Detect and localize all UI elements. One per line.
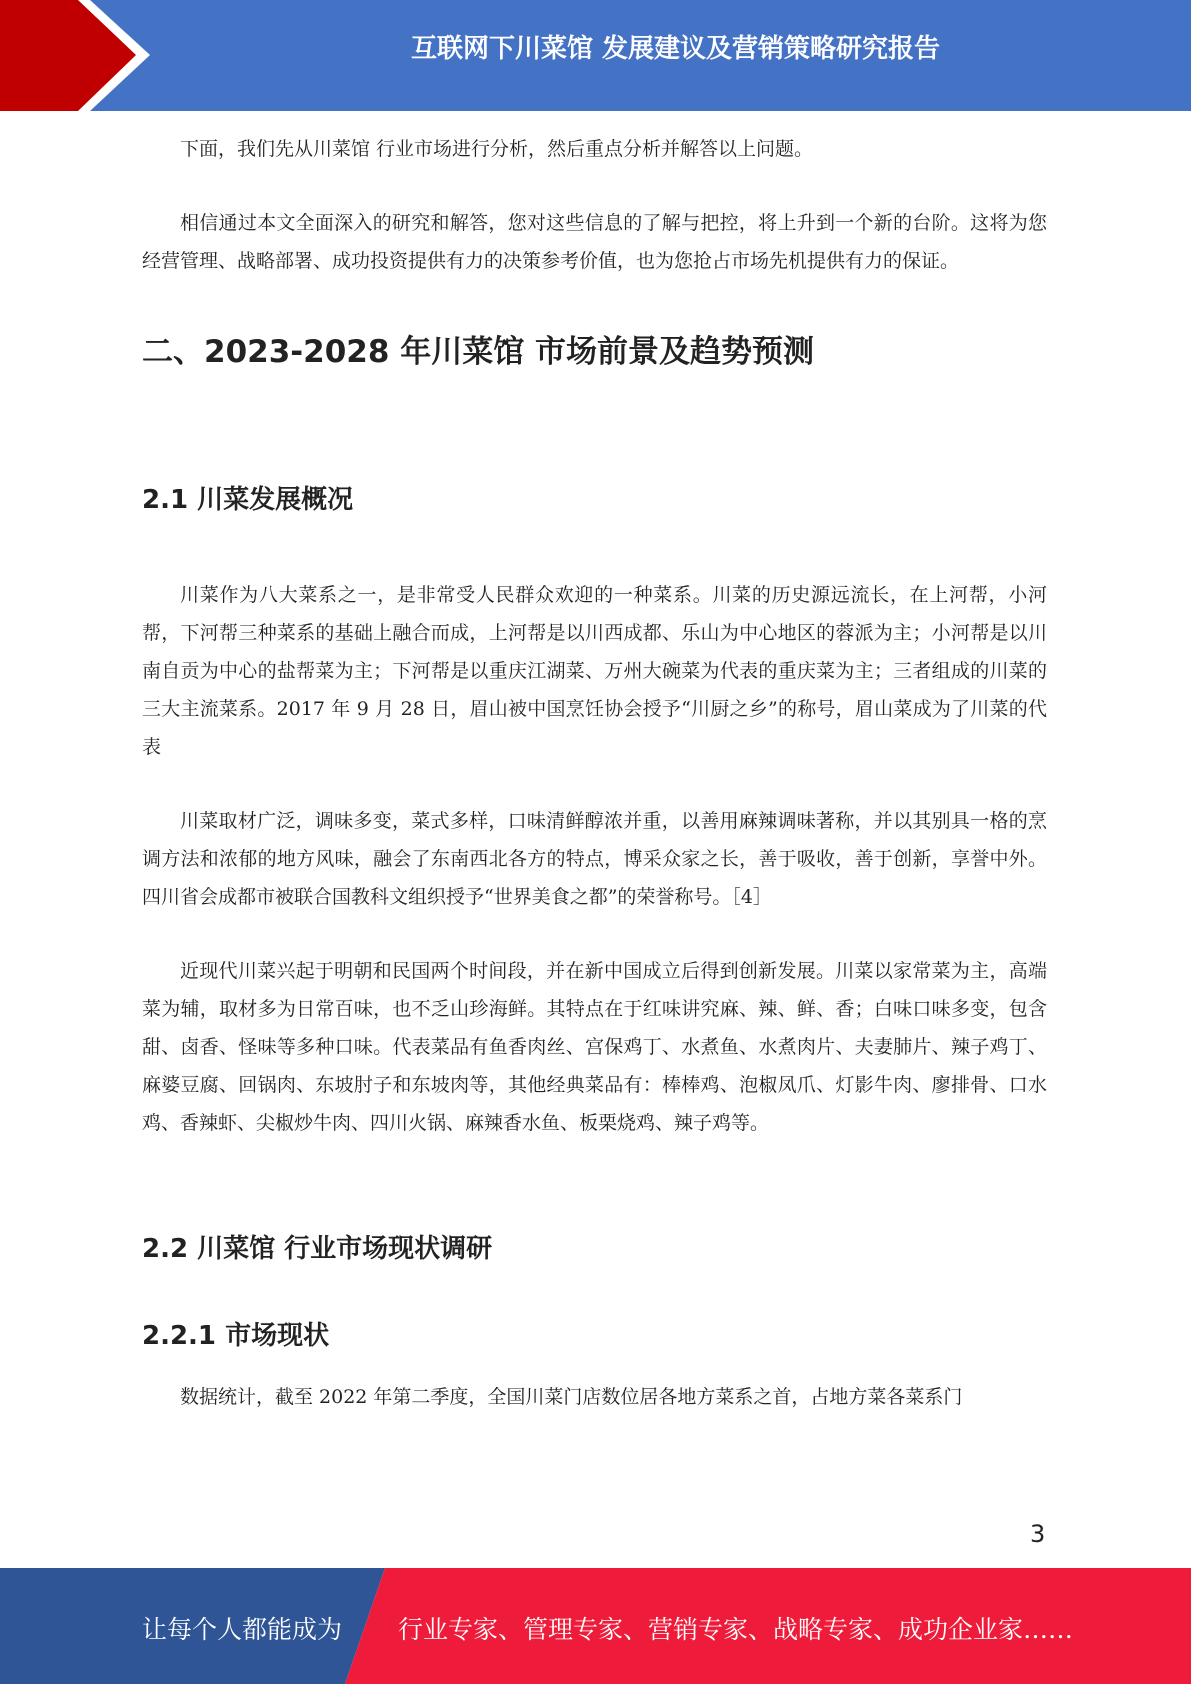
header-title: 互联网下川菜馆 发展建议及营销策略研究报告 [410, 34, 941, 64]
paragraph-2-1-b: 川菜取材广泛，调味多变，菜式多样，口味清鲜醇浓并重，以善用麻辣调味著称，并以其别具一格的烹调方法和浓郁的地方风味，融会了东南西北各方的特点，博采众家之长，善于吸收，善于创新，享誉中外。四川省会成都市被联合国教科文组织授予“世界美食之都”的荣誉称号。［4］ [142, 810, 1047, 908]
footer-slogan-left: 让每个人都能成为 [142, 1615, 343, 1644]
paragraph-intro-2: 相信通过本文全面深入的研究和解答，您对这些信息的了解与把控，将上升到一个新的台阶。这将为您经营管理、战略部署、成功投资提供有力的决策参考价值，也为您抢占市场先机提供有力的保证。 [142, 212, 1047, 272]
paragraph-intro-1: 下面，我们先从川菜馆 行业市场进行分析，然后重点分析并解答以上问题。 [180, 138, 814, 160]
footer-slogan-right: 行业专家、管理专家、营销专家、战略专家、成功企业家…… [398, 1615, 1074, 1644]
paragraph-2-1-c: 近现代川菜兴起于明朝和民国两个时间段，并在新中国成立后得到创新发展。川菜以家常菜为主，高端菜为辅，取材多为日常百味，也不乏山珍海鲜。其特点在于红味讲究麻、辣、鲜、香；白味口味多变，包含甜、卤香、怪味等多种口味。代表菜品有鱼香肉丝、宫保鸡丁、水煮鱼、水煮肉片、夫妻肺片、辣子鸡丁、麻婆豆腐、回锅肉、东坡肘子和东坡肉等，其他经典菜品有：棒棒鸡、泡椒凤爪、灯影牛肉、廖排骨、口水鸡、香辣虾、尖椒炒牛肉、四川火锅、麻辣香水鱼、板栗烧鸡、辣子鸡等。 [142, 960, 1047, 1134]
paragraph-2-2-1: 数据统计，截至 2022 年第二季度，全国川菜门店数位居各地方菜系之首，占地方菜各菜系门 [180, 1386, 963, 1408]
document-body [142, 130, 1047, 1416]
section-heading-2: 二、2023-2028 年川菜馆 市场前景及趋势预测 [142, 334, 815, 370]
section-heading-2-1: 2.1 川菜发展概况 [142, 485, 354, 515]
page-header [0, 0, 1191, 111]
section-heading-2-2: 2.2 川菜馆 行业市场现状调研 [142, 1234, 493, 1264]
section-heading-2-2-1: 2.2.1 市场现状 [142, 1321, 330, 1351]
header-arrow-graphic [0, 0, 170, 111]
page-number: 3 [1030, 1520, 1046, 1548]
paragraph-2-1-a: 川菜作为八大菜系之一，是非常受人民群众欢迎的一种菜系。川菜的历史源远流长，在上河帮，小河帮，下河帮三种菜系的基础上融合而成，上河帮是以川西成都、乐山为中心地区的蓉派为主；小河帮是以川南自贡为中心的盐帮菜为主；下河帮是以重庆江湖菜、万州大碗菜为代表的重庆菜为主；三者组成的川菜的三大主流菜系。2017 年 9 月 28 日，眉山被中国烹饪协会授予“川厨之乡”的称号，眉山菜成为了川菜的代表 [142, 584, 1047, 758]
page-footer [0, 1568, 1191, 1684]
